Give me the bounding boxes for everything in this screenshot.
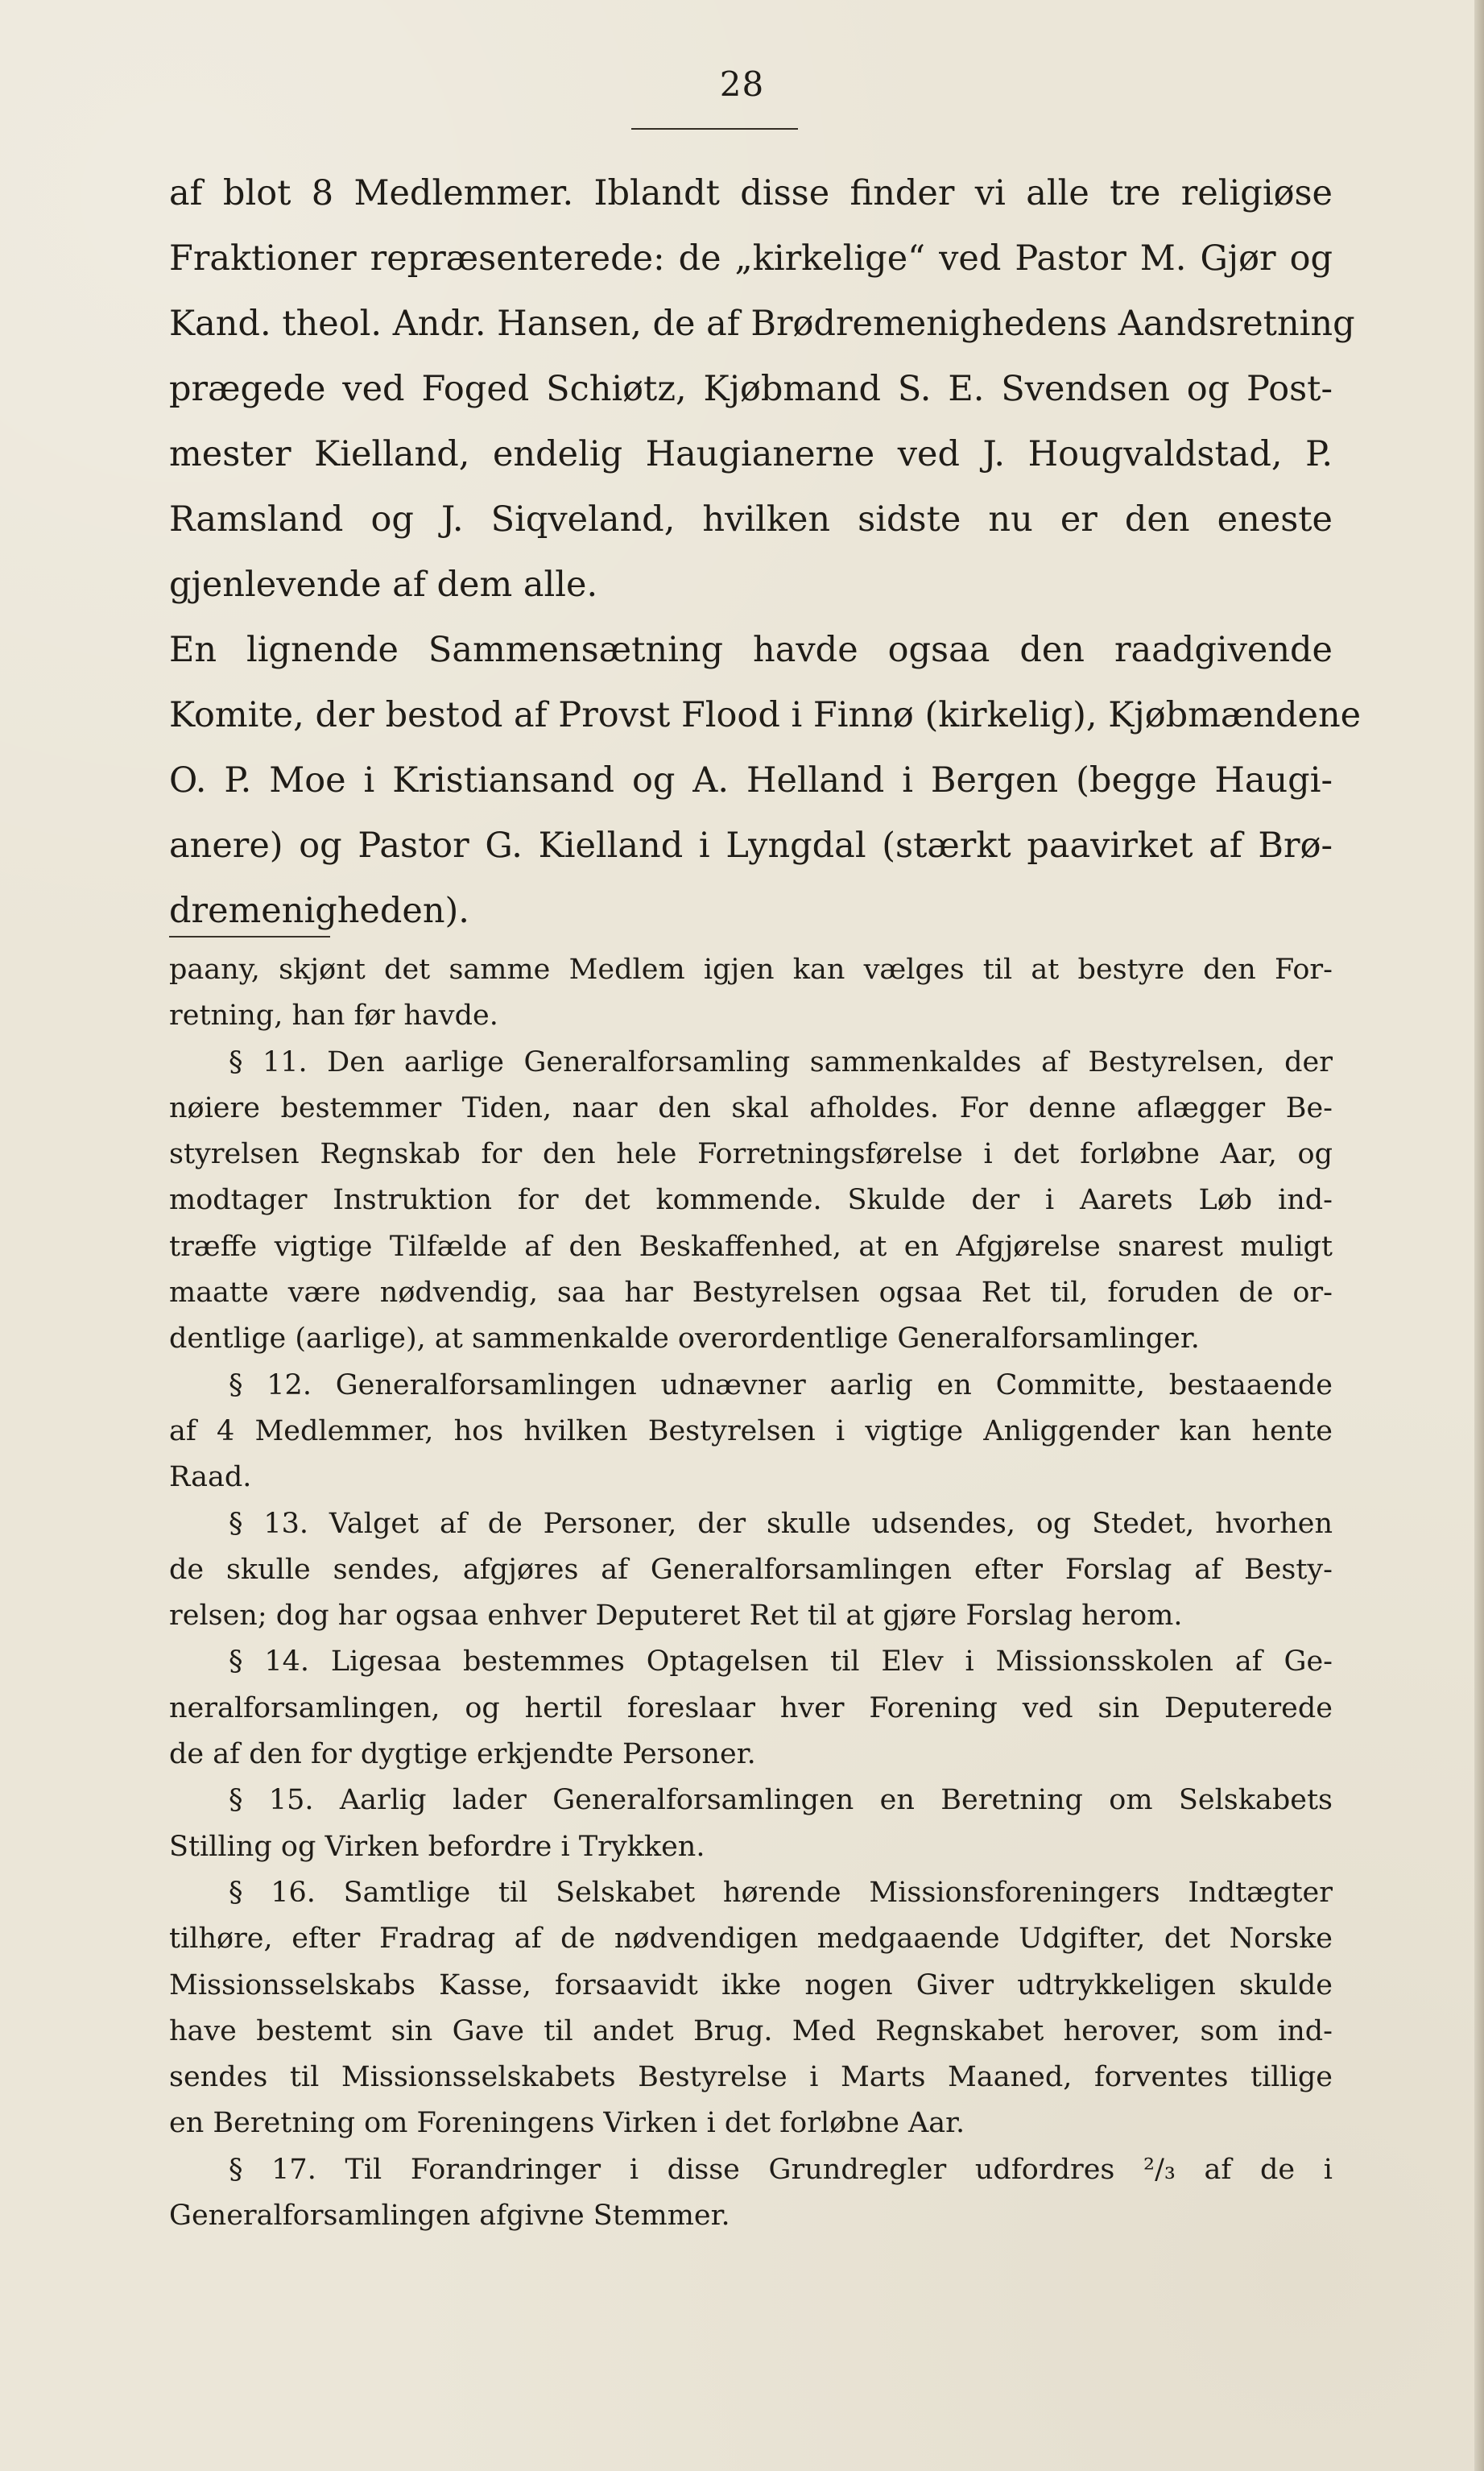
footnote-line-25: sendes til Missionsselskabets Bestyrelse i Marts Maaned, forventes tillige — [169, 2061, 1333, 2094]
footnote-line-21: § 16. Samtlige til Selskabet hørende Missionsforeningers Indtægter — [229, 1876, 1333, 1909]
footnote-line-24: have bestemt sin Gave til andet Brug. Med Regnskabet herover, som ind- — [169, 2014, 1333, 2047]
footnote-line-9: dentlige (aarlige), at sammenkalde overordentlige Generalforsamlinger. — [169, 1322, 1200, 1356]
footnote-line-5: styrelsen Regnskab for den hele Forretningsførelse i det forløbne Aar, og — [169, 1138, 1333, 1171]
main-line-4: prægede ved Foged Schiøtz, Kjøbmand S. E. Svendsen og Post- — [169, 369, 1333, 409]
footnote-line-3: § 11. Den aarlige Generalforsamling sammenkaldes af Bestyrelsen, der — [229, 1045, 1333, 1078]
footnote-line-16: § 14. Ligesaa bestemmes Optagelsen til Elev i Missionsskolen af Ge- — [229, 1645, 1333, 1678]
footnote-line-2: retning, han før havde. — [169, 1000, 498, 1033]
footnote-line-28: Generalforsamlingen afgivne Stemmer. — [169, 2200, 730, 2233]
main-line-2: Fraktioner repræsenterede: de „kirkelige“ ved Pastor M. Gjør og — [169, 238, 1333, 279]
page-number: 28 — [719, 64, 765, 104]
page-edge-shadow — [1474, 0, 1484, 2471]
main-line-5: mester Kielland, endelig Haugianerne ved J. Hougvaldstad, P. — [169, 434, 1333, 474]
footnote-line-23: Missionsselskabs Kasse, forsaavidt ikke nogen Giver udtrykkeligen skulde — [169, 1968, 1333, 2001]
footnote-line-4: nøiere bestemmer Tiden, naar den skal afholdes. For denne aflægger Be- — [169, 1091, 1333, 1124]
footnote-separator — [169, 936, 330, 937]
footnote-line-1: paany, skjønt det samme Medlem igjen kan vælges til at bestyre den For- — [169, 954, 1333, 986]
footnote-line-17: neralforsamlingen, og hertil foreslaar hver Forening ved sin Deputerede — [169, 1691, 1333, 1724]
main-line-3: Kand. theol. Andr. Hansen, de af Brødremenighedens Aandsretning — [169, 304, 1355, 344]
footnote-line-8: maatte være nødvendig, saa har Bestyrelsen ogsaa Ret til, foruden de or- — [169, 1277, 1333, 1310]
main-line-12: dremenigheden). — [169, 891, 469, 931]
footnote-line-27: § 17. Til Forandringer i disse Grundregler udfordres ²/₃ af de i — [229, 2153, 1333, 2186]
footnote-line-18: de af den for dygtige erkjendte Personer. — [169, 1738, 756, 1771]
main-line-6: Ramsland og J. Siqveland, hvilken sidste nu er den eneste — [169, 499, 1333, 540]
footnote-text — [169, 947, 1333, 2239]
header-rule — [631, 128, 798, 130]
footnote-line-7: træffe vigtige Tilfælde af den Beskaffenhed, at en Afgjørelse snarest muligt — [169, 1230, 1333, 1263]
main-line-10: O. P. Moe i Kristiansand og A. Helland i Bergen (begge Haugi- — [169, 760, 1333, 801]
main-paragraphs — [169, 161, 1362, 944]
footnote-line-15: relsen; dog har ogsaa enhver Deputeret Ret til at gjøre Forslag herom. — [169, 1600, 1183, 1633]
footnote-line-14: de skulle sendes, afgjøres af Generalforsamlingen efter Forslag af Besty- — [169, 1553, 1333, 1586]
footnote-line-13: § 13. Valget af de Personer, der skulle udsendes, og Stedet, hvorhen — [229, 1507, 1333, 1540]
footnote-line-10: § 12. Generalforsamlingen udnævner aarlig en Committe, bestaaende — [229, 1368, 1333, 1401]
main-line-11: anere) og Pastor G. Kielland i Lyngdal (stærkt paavirket af Brø- — [169, 826, 1333, 866]
main-line-1: af blot 8 Medlemmer. Iblandt disse finder vi alle tre religiøse — [169, 173, 1333, 213]
footnote-line-26: en Beretning om Foreningens Virken i det forløbne Aar. — [169, 2107, 965, 2140]
footnote-line-6: modtager Instruktion for det kommende. Skulde der i Aarets Løb ind- — [169, 1184, 1333, 1217]
main-line-7: gjenlevende af dem alle. — [169, 565, 598, 605]
footnote-line-20: Stilling og Virken befordre i Trykken. — [169, 1830, 705, 1863]
footnote-line-22: tilhøre, efter Fradrag af de nødvendigen medgaaende Udgifter, det Norske — [169, 1923, 1333, 1956]
footnote-line-11: af 4 Medlemmer, hos hvilken Bestyrelsen i vigtige Anliggender kan hente — [169, 1414, 1333, 1447]
main-line-8: En lignende Sammensætning havde ogsaa den raadgivende — [169, 630, 1333, 670]
footnote-line-19: § 15. Aarlig lader Generalforsamlingen en Beretning om Selskabets — [229, 1784, 1333, 1817]
footnote-line-12: Raad. — [169, 1461, 252, 1494]
main-line-9: Komite, der bestod af Provst Flood i Finnø (kirkelig), Kjøbmændene — [169, 695, 1362, 735]
